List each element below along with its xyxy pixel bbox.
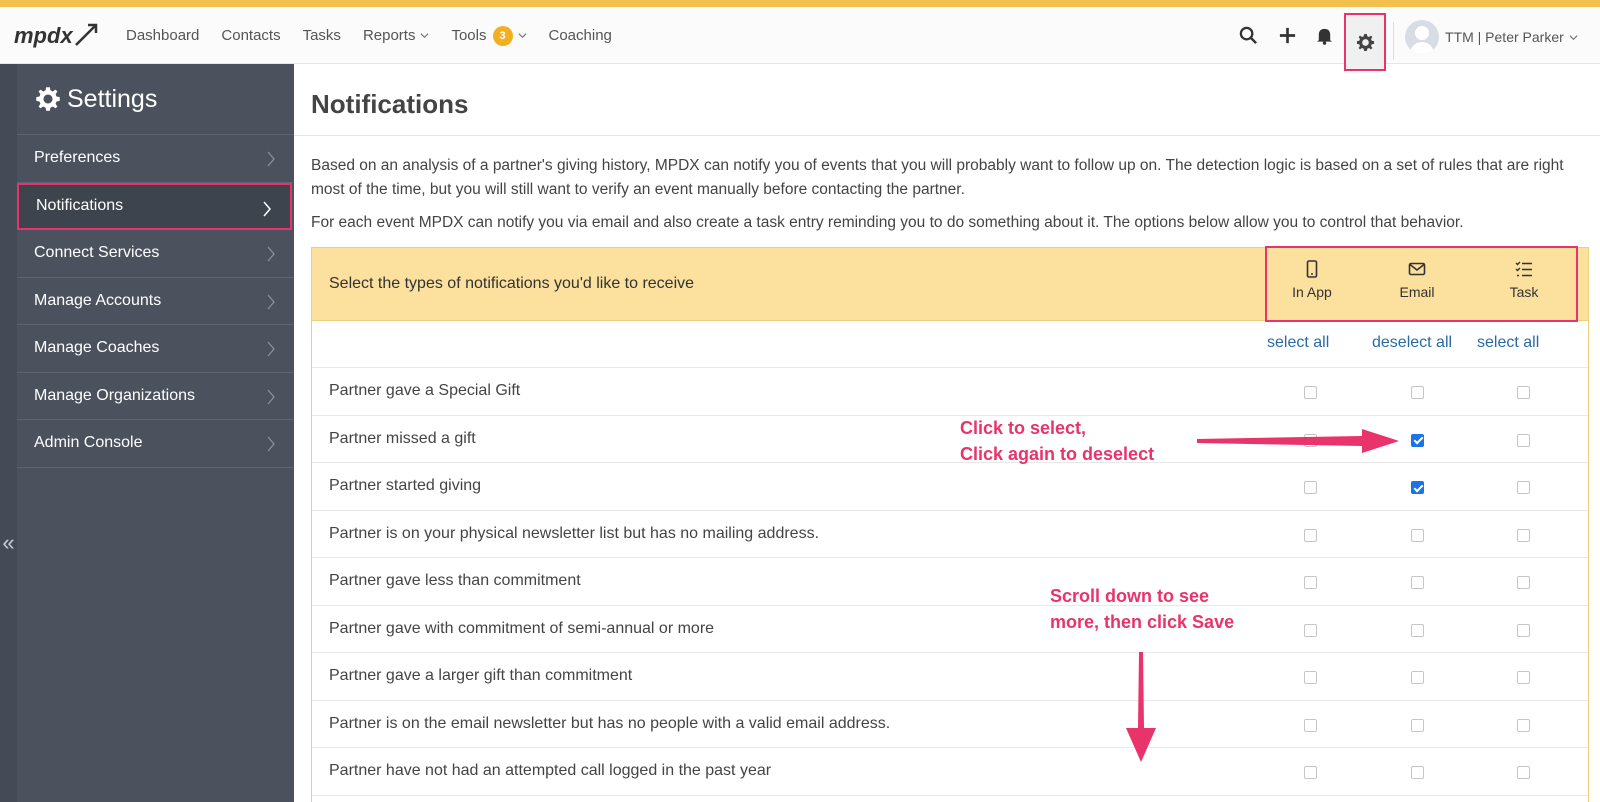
sidebar-item-label: Preferences [34, 149, 121, 167]
sidebar-item-manage-accounts[interactable] [17, 278, 294, 326]
top-navbar [0, 7, 1600, 64]
task-checkbox[interactable] [1517, 386, 1530, 399]
notification-row-label: Partner have not had an attempted call logged in the past year [329, 762, 772, 779]
panel-header-text: Select the types of notifications you'd like to receive [329, 275, 695, 292]
email-checkbox[interactable] [1411, 386, 1424, 399]
email-checkbox[interactable] [1411, 434, 1424, 447]
notification-row [312, 416, 1588, 464]
in-app-checkbox[interactable] [1304, 481, 1317, 494]
email-checkbox[interactable] [1411, 671, 1424, 684]
chevron-right-icon [266, 341, 276, 357]
notification-row-label: Partner started giving [329, 477, 482, 494]
notification-row [312, 511, 1588, 559]
nav-dashboard[interactable]: Dashboard [126, 27, 200, 44]
notifications-button[interactable] [1305, 7, 1343, 64]
panel-header [312, 248, 1588, 321]
nav-contacts[interactable]: Contacts [221, 27, 281, 44]
sidebar-item-admin-console[interactable] [17, 420, 294, 468]
in-app-checkbox[interactable] [1304, 434, 1317, 447]
task-checkbox[interactable] [1517, 766, 1530, 779]
settings-button[interactable] [1344, 13, 1386, 71]
email-checkbox[interactable] [1411, 766, 1424, 779]
collapse-sidebar-icon[interactable]: « [2, 530, 15, 555]
nav-coaching[interactable]: Coaching [548, 27, 612, 44]
task-checkbox[interactable] [1517, 529, 1530, 542]
nav-tasks[interactable]: Tasks [302, 27, 341, 44]
column-header-email [1372, 260, 1462, 300]
sidebar-item-label: Notifications [36, 197, 124, 215]
top-accent-stripe [0, 0, 1600, 7]
search-button[interactable] [1229, 7, 1267, 64]
mpdx-logo[interactable] [14, 21, 100, 51]
notification-row-label: Partner is on the email newsletter but has no people with a valid email address. [329, 714, 891, 732]
notification-row-label: Partner gave a Special Gift [329, 382, 521, 399]
chevron-down-icon [420, 31, 429, 40]
avatar [1405, 20, 1439, 54]
description-paragraph: Based on an analysis of a partner's giving history, MPDX can notify you of events that you will probably want to follow up on. The detection logic is based on a set of rules that are right most of the time, but you will still want to verify an event manually before contacting the partner. [311, 157, 1564, 198]
chevron-down-icon [1569, 33, 1578, 42]
column-header-task [1479, 260, 1569, 300]
notification-row [312, 368, 1588, 416]
sidebar-title: Settings [67, 84, 158, 113]
user-menu[interactable] [1405, 19, 1578, 55]
title-divider [294, 135, 1600, 136]
notification-row [312, 606, 1588, 654]
notification-row-label: Partner missed a gift [329, 429, 476, 447]
main-content [294, 64, 1600, 802]
task-checkbox[interactable] [1517, 481, 1530, 494]
description-paragraph: For each event MPDX can notify you via email and also create a task entry reminding you to do something about it. The options below allow you to control that behavior. [311, 214, 1464, 231]
sidebar-item-label: Manage Accounts [34, 291, 162, 309]
notification-row-label: Partner gave less than commitment [329, 572, 581, 589]
email-checkbox[interactable] [1411, 529, 1424, 542]
chevron-right-icon [266, 294, 276, 310]
in-app-checkbox[interactable] [1304, 386, 1317, 399]
sidebar-item-preferences[interactable] [17, 135, 294, 183]
task-checkbox[interactable] [1517, 671, 1530, 684]
gear-icon [35, 86, 61, 112]
bell-icon [1315, 26, 1334, 45]
annotation-line: Click again to deselect [960, 444, 1155, 464]
tools-badge: 3 [493, 26, 513, 46]
chevron-right-icon [266, 151, 276, 167]
notification-row [312, 701, 1588, 749]
notifications-panel [311, 247, 1589, 802]
column-header-in-app [1267, 260, 1357, 300]
sidebar-item-label: Manage Coaches [34, 339, 160, 357]
page-title: Notifications [311, 89, 469, 119]
nav-reports[interactable] [363, 27, 430, 44]
annotation-click-select [960, 415, 1220, 467]
sidebar-item-label: Admin Console [34, 434, 143, 452]
nav-reports-label: Reports [362, 27, 416, 44]
in-app-checkbox[interactable] [1304, 576, 1317, 589]
svg-text:mpdx: mpdx [14, 23, 73, 48]
annotation-line: more, then click Save [1050, 612, 1235, 632]
in-app-checkbox[interactable] [1304, 671, 1317, 684]
user-name: TTM | Peter Parker [1445, 29, 1564, 45]
notification-row [312, 463, 1588, 511]
email-checkbox[interactable] [1411, 481, 1424, 494]
mobile-phone-icon [1303, 260, 1321, 278]
task-checkbox[interactable] [1517, 624, 1530, 637]
nav-tools[interactable] [451, 26, 526, 46]
sidebar-item-notifications[interactable] [17, 183, 292, 231]
chevron-right-icon [266, 389, 276, 405]
task-checkbox[interactable] [1517, 576, 1530, 589]
envelope-icon [1408, 260, 1426, 278]
plus-icon [1278, 26, 1297, 45]
in-app-checkbox[interactable] [1304, 529, 1317, 542]
deselect-all-email-link[interactable]: deselect all [1372, 334, 1453, 351]
annotation-line: Scroll down to see [1050, 586, 1210, 606]
task-list-icon [1515, 260, 1533, 278]
notification-row [312, 748, 1588, 796]
in-app-checkbox[interactable] [1304, 624, 1317, 637]
email-checkbox[interactable] [1411, 576, 1424, 589]
in-app-checkbox[interactable] [1304, 719, 1317, 732]
nav-tools-label: Tools [451, 27, 487, 44]
notification-row [312, 653, 1588, 701]
task-checkbox[interactable] [1517, 434, 1530, 447]
email-checkbox[interactable] [1411, 719, 1424, 732]
collapse-rail [0, 64, 17, 802]
sidebar-item-manage-coaches[interactable] [17, 325, 294, 373]
notification-row [312, 558, 1588, 606]
settings-sidebar [17, 64, 294, 802]
chevron-right-icon [266, 246, 276, 262]
notification-row-label: Partner gave a larger gift than commitment [329, 667, 633, 684]
notification-row-label: Partner is on your physical newsletter list but has no mailing address. [329, 524, 820, 542]
channel-column-headers [1265, 246, 1578, 322]
chevron-right-icon [262, 201, 272, 217]
column-header-label: In App [1292, 284, 1332, 300]
main-nav [126, 7, 634, 64]
column-header-label: Email [1399, 284, 1435, 300]
search-icon [1239, 26, 1258, 45]
annotation-scroll-save [1050, 583, 1280, 635]
sidebar-item-manage-organizations[interactable] [17, 373, 294, 421]
nav-divider [1393, 22, 1394, 60]
in-app-checkbox[interactable] [1304, 766, 1317, 779]
select-all-task-link[interactable]: select all [1477, 334, 1540, 351]
sidebar-header [17, 64, 294, 135]
gear-icon [1356, 33, 1375, 52]
notification-row-label: Partner gave with commitment of semi-annual or more [329, 619, 715, 637]
sidebar-item-label: Connect Services [34, 244, 160, 262]
chevron-right-icon [266, 436, 276, 452]
add-button[interactable] [1268, 7, 1306, 64]
select-all-row [312, 321, 1588, 368]
column-header-label: Task [1509, 284, 1539, 300]
task-checkbox[interactable] [1517, 719, 1530, 732]
sidebar-item-connect-services[interactable] [17, 230, 294, 278]
select-all-in-app-link[interactable]: select all [1267, 334, 1330, 351]
chevron-down-icon [518, 31, 527, 40]
sidebar-item-label: Manage Organizations [34, 386, 195, 404]
email-checkbox[interactable] [1411, 624, 1424, 637]
annotation-line: Click to select, [960, 418, 1087, 438]
